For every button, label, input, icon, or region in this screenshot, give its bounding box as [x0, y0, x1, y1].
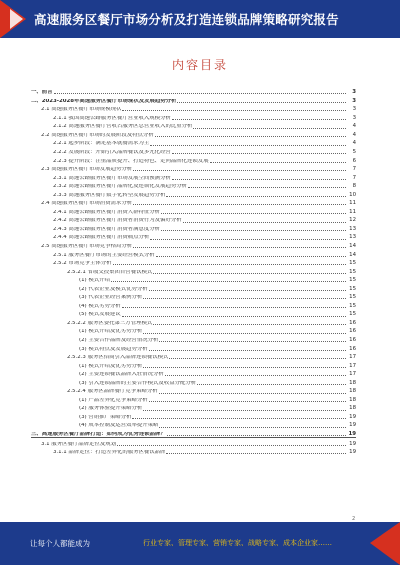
toc-leader-dots [159, 427, 346, 428]
toc-entry-page: 10 [349, 191, 356, 198]
toc-entry[interactable] [31, 361, 356, 370]
toc-entry-page: 4 [352, 123, 356, 130]
toc-entry[interactable] [31, 447, 356, 456]
toc-entry[interactable] [31, 96, 356, 105]
toc-leader-dots [153, 273, 346, 274]
toc-entry-page: 18 [349, 405, 356, 412]
toc-entry-page: 13 [349, 225, 356, 232]
toc-entry[interactable] [31, 249, 356, 258]
toc-entry-title: (4) 成本控制及运营效率提升策略 [79, 423, 159, 429]
toc-leader-dots [161, 213, 346, 214]
toc-leader-dots [172, 153, 346, 154]
toc-leader-dots [155, 136, 346, 137]
toc-entry[interactable] [31, 395, 356, 404]
toc-entry[interactable] [31, 155, 356, 164]
toc-leader-dots [177, 102, 346, 103]
toc-entry-page: 15 [349, 260, 356, 267]
toc-leader-dots [193, 128, 346, 129]
toc-entry-page: 17 [349, 371, 356, 378]
toc-entry-title: 2.5.2.3 服务区招商引入品牌连锁餐饮模式 [67, 355, 169, 361]
toc-leader-dots [161, 230, 346, 231]
toc-entry-title: (4) 模式劣势分析 [79, 303, 121, 309]
toc-entry-page: 19 [349, 440, 356, 447]
table-of-contents [31, 87, 356, 456]
footer-tagline: 行业专家、管理专家、营销专家、战略专家、成本企业家…… [143, 539, 332, 547]
toc-entry-page: 12 [349, 217, 356, 224]
toc-leader-dots [166, 453, 346, 454]
toc-entry-title: (3) 引入连锁品牌的主要合作模式及收益分配分析 [79, 380, 197, 386]
toc-entry[interactable] [31, 292, 356, 301]
toc-entry[interactable] [31, 438, 356, 447]
header-bar [0, 0, 400, 38]
toc-leader-dots [183, 222, 346, 223]
toc-entry-title: (2) 主要合作品牌及经营情况分析 [79, 338, 159, 343]
toc-entry-title: 2.3.1 高速公路服务区餐厅市场发展空间预测分析 [53, 175, 171, 181]
toc-entry-title: 3.1.1 品牌定位：打造差异化的服务区餐饮品牌 [53, 450, 166, 456]
toc-entry-title: (2) 主要连锁餐饮品牌入驻情况分析 [79, 372, 164, 378]
toc-entry[interactable] [31, 113, 356, 122]
toc-entry[interactable] [31, 224, 356, 233]
toc-entry-page: 7 [352, 174, 356, 181]
toc-heading: 内容目录 [171, 58, 228, 72]
toc-entry-page: 19 [348, 431, 356, 438]
toc-leader-dots [149, 401, 346, 402]
toc-entry-page: 6 [352, 157, 356, 164]
toc-entry-page: 11 [349, 200, 356, 207]
toc-leader-dots [188, 187, 346, 188]
toc-entry-title: (5) 模式发展建议 [79, 312, 121, 318]
toc-entry-title: 一、前言 [31, 90, 53, 96]
toc-entry-title: 2.4.2 高速公路服务区餐厅消费者消费行为及偏好分析 [53, 218, 182, 224]
toc-entry-page: 16 [349, 337, 356, 343]
toc-entry-title: 2.4.4 高速公路服务区餐厅消费痛点分析 [53, 235, 150, 241]
toc-entry-title: (3) 模式特点及发展趋势分析 [79, 346, 148, 352]
toc-entry-page: 15 [349, 311, 356, 318]
toc-entry-title: 2.5.2 市场竞争主体分析 [53, 261, 112, 267]
toc-entry-page: 19 [349, 449, 356, 456]
toc-entry[interactable] [31, 326, 356, 335]
toc-entry-page: 11 [349, 208, 356, 215]
toc-leader-dots [111, 281, 346, 282]
toc-leader-dots [159, 341, 346, 342]
toc-entry-title: 2.2.2 发展阶段：开始引入品牌餐饮及多元化经营 [53, 149, 171, 155]
toc-entry-title: 2.5 高速服务区餐厅市场竞争格局分析 [41, 243, 133, 249]
toc-entry-page: 4 [352, 140, 356, 147]
toc-entry[interactable] [31, 138, 356, 147]
toc-entry-title: 2.1.2 高速服务区餐厅营收占服务区总营业收入的比重分析 [53, 124, 193, 130]
footer-bar [0, 522, 400, 565]
toc-entry[interactable] [31, 266, 356, 275]
toc-entry-page: 16 [349, 345, 356, 352]
toc-leader-dots [159, 393, 346, 394]
toc-leader-dots [150, 145, 346, 146]
toc-entry[interactable] [31, 284, 356, 293]
toc-entry-title: (1) 模式介绍及优劣势分析 [79, 363, 143, 369]
toc-leader-dots [122, 316, 346, 317]
toc-entry-page: 18 [349, 396, 356, 403]
toc-entry[interactable] [31, 190, 356, 199]
toc-entry-page: 15 [349, 285, 356, 292]
toc-leader-dots [143, 333, 346, 334]
toc-entry-title: 2.2 高速服务区餐厅市场的发展阶段及特点分析 [41, 132, 154, 138]
toc-entry-page: 5 [352, 148, 356, 155]
toc-entry[interactable] [31, 87, 356, 96]
toc-entry[interactable] [31, 130, 356, 139]
toc-entry-page: 3 [352, 89, 356, 96]
toc-leader-dots [197, 384, 346, 385]
toc-entry[interactable] [31, 121, 356, 130]
footer-slogan: 让每个人都能成为 [30, 539, 90, 548]
toc-entry-page: 8 [352, 183, 356, 190]
toc-leader-dots [132, 418, 346, 419]
toc-leader-dots [143, 298, 346, 299]
toc-entry-title: 二、2023-2028年高速服务区餐厅市场现状及发展趋势分析 [31, 98, 177, 104]
toc-entry[interactable] [31, 198, 356, 207]
toc-entry-title: 2.4.1 高速公路服务区餐厅消费人群特征分析 [53, 209, 161, 215]
toc-leader-dots [172, 179, 346, 180]
toc-entry-page: 17 [349, 362, 356, 369]
toc-entry-page: 14 [349, 251, 356, 258]
toc-entry-title: (2) 服务体验提升策略分析 [79, 406, 143, 412]
toc-entry-page: 3 [352, 97, 356, 104]
page-number: 2 [352, 516, 356, 522]
toc-entry-title: (3) 代表企业经营案例分析 [79, 295, 143, 301]
report-title: 高速服务区餐厅市场分析及打造连锁品牌策略研究报告 [34, 12, 339, 27]
toc-entry[interactable] [31, 335, 356, 344]
toc-entry-title: 2.1.1 我国高速公路服务区餐厅营业收入规模分析 [53, 115, 171, 121]
toc-entry-page: 15 [349, 302, 356, 309]
toc-entry-title: 2.4.3 高速公路服务区餐厅消费者满意度分析 [53, 226, 161, 232]
toc-entry-page: 18 [349, 379, 356, 386]
toc-entry-page: 15 [349, 268, 356, 275]
toc-entry-title: (1) 模式介绍 [79, 278, 110, 284]
toc-entry-title: 2.3 高速服务区餐厅市场发展趋势分析 [41, 167, 133, 173]
toc-entry[interactable] [31, 258, 356, 267]
toc-entry-title: 2.5.2.2 服务区委托第三方管理模式 [67, 320, 153, 326]
toc-leader-dots [166, 196, 346, 197]
toc-entry-page: 4 [352, 131, 356, 138]
toc-entry-title: 2.3.2 高速公路服务区餐厅品牌化及连锁化发展趋势分析 [53, 184, 188, 190]
toc-entry[interactable] [31, 147, 356, 156]
toc-entry-page: 15 [349, 277, 356, 284]
toc-leader-dots [117, 445, 346, 446]
toc-leader-dots [133, 247, 346, 248]
toc-entry[interactable] [31, 275, 356, 284]
header-chevron-icon [10, 9, 23, 29]
toc-entry[interactable] [31, 164, 356, 173]
toc-entry[interactable] [31, 412, 356, 421]
toc-leader-dots [113, 264, 346, 265]
toc-entry-page: 3 [352, 106, 356, 113]
toc-entry-page: 17 [349, 354, 356, 361]
toc-entry-title: (1) 模式介绍及优劣势分析 [79, 329, 143, 335]
toc-entry-page: 14 [349, 242, 356, 249]
toc-entry-title: (2) 代表企业及模式优势分析 [79, 286, 148, 292]
toc-entry-page: 16 [349, 328, 356, 335]
toc-leader-dots [153, 324, 346, 325]
toc-entry-page: 7 [352, 166, 356, 173]
toc-entry-title: 2.3.3 高速服务区餐厅数字化转型发展趋势分析 [53, 192, 166, 198]
toc-entry-title: 2.5.2.1 省级交投集团自营餐饮模式 [67, 269, 153, 275]
toc-entry-page: 18 [349, 388, 356, 395]
toc-entry[interactable] [31, 104, 356, 113]
toc-entry[interactable] [31, 181, 356, 190]
toc-entry[interactable] [31, 309, 356, 318]
toc-leader-dots [54, 93, 346, 94]
toc-entry-title: 2.4 高速服务区餐厅市场消费需求分析 [41, 201, 133, 207]
toc-leader-dots [150, 239, 346, 240]
toc-leader-dots [149, 350, 346, 351]
toc-entry-title: 2.2.1 起步阶段：满足基本就餐需求为主 [53, 141, 150, 147]
toc-entry[interactable] [31, 378, 356, 387]
toc-entry[interactable] [31, 301, 356, 310]
toc-entry[interactable] [31, 241, 356, 250]
toc-entry-title: (3) 营销推广策略分析 [79, 414, 132, 420]
footer-arrow-icon [370, 522, 400, 565]
toc-leader-dots [156, 256, 346, 257]
toc-entry[interactable] [31, 429, 356, 439]
toc-entry[interactable] [31, 369, 356, 378]
toc-entry[interactable] [31, 403, 356, 412]
toc-entry-title: 2.5.2.4 服务区品牌餐厅竞争策略分析 [67, 389, 158, 395]
toc-entry[interactable] [31, 343, 356, 352]
toc-entry-title: 2.1 高速服务区餐厅市场规模现状 [41, 107, 122, 113]
toc-entry-title: 三、高速服务区餐厅品牌打造：如何成为优秀连锁品牌？ [31, 432, 166, 438]
toc-entry-page: 13 [349, 234, 356, 241]
toc-entry[interactable] [31, 420, 356, 429]
toc-entry-page: 19 [349, 413, 356, 420]
toc-leader-dots [122, 110, 346, 111]
toc-entry-page: 15 [349, 294, 356, 301]
toc-entry[interactable] [31, 172, 356, 181]
toc-entry[interactable] [31, 207, 356, 216]
toc-entry[interactable] [31, 318, 356, 327]
toc-leader-dots [143, 410, 346, 411]
toc-entry-title: 3.1 服务区餐厅品牌定位及规划 [41, 441, 116, 447]
toc-leader-dots [169, 358, 346, 359]
toc-leader-dots [165, 375, 346, 376]
toc-leader-dots [167, 435, 346, 436]
toc-entry[interactable] [31, 232, 356, 241]
toc-entry-page: 16 [349, 319, 356, 326]
toc-leader-dots [149, 290, 346, 291]
toc-entry-title: 2.5.1 服务区餐厅市场的主要经营模式分析 [53, 252, 155, 258]
toc-leader-dots [122, 307, 346, 308]
toc-leader-dots [133, 204, 346, 205]
toc-leader-dots [210, 162, 346, 163]
toc-leader-dots [172, 119, 346, 120]
toc-entry-title: (1) 产品差异化竞争策略分析 [79, 397, 148, 403]
toc-entry[interactable] [31, 386, 356, 395]
toc-leader-dots [133, 170, 346, 171]
toc-entry-page: 3 [352, 114, 356, 121]
toc-entry-page: 19 [349, 422, 356, 429]
toc-entry-title: 2.2.3 提升阶段：注重品质提升、打造特色、走向品牌化连锁发展 [53, 158, 209, 164]
toc-entry[interactable] [31, 352, 356, 361]
toc-leader-dots [143, 367, 346, 368]
toc-entry[interactable] [31, 215, 356, 224]
